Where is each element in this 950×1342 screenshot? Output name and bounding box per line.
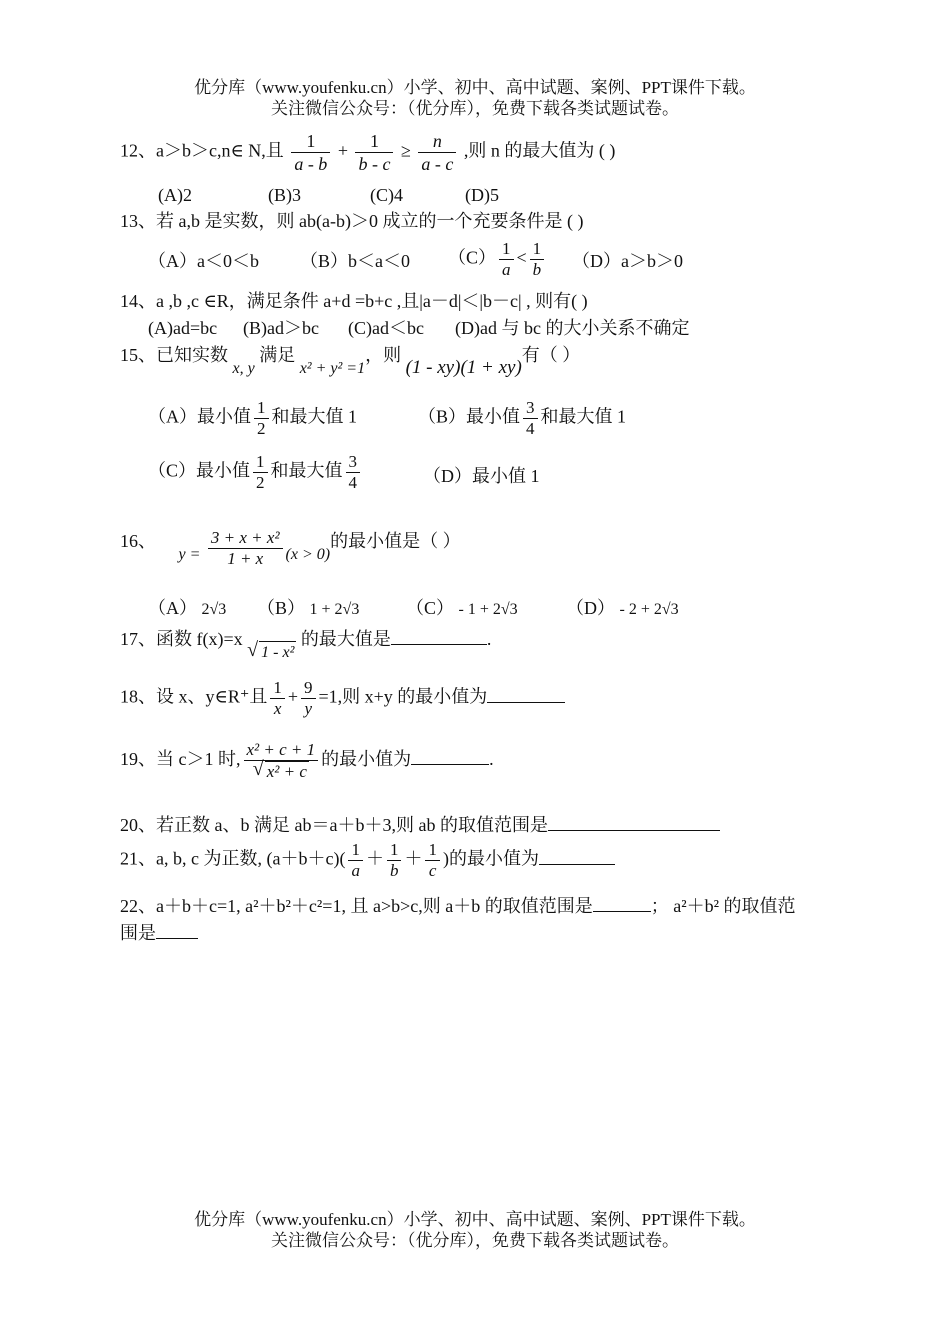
question-17: 17、函数 f(x)=x √ 1 - x² 的最大值是 . (120, 626, 491, 652)
question-21: 21、a, b, c 为正数, (a＋b＋c)( $\frac{1}{a}$ ＋ $\frac{1}{b}$ ＋ $\frac{1}{c}$ )的最小值为 (120, 840, 615, 881)
q15-option-c: （C）最小值 $\frac{1}{2}$ 和最大值 $\frac{3}{4}$ (148, 452, 363, 493)
q19-answer-blank[interactable] (411, 746, 489, 765)
q16-option-d: （D） - 2 + 2√3 (566, 598, 679, 618)
q15-option-d: （D）最小值 1 (423, 466, 540, 486)
q15-prefix: 15、已知实数 (120, 345, 228, 365)
q16-option-a: （A） 2√3 (148, 598, 227, 618)
q15-suffix: 有（ ） (521, 345, 581, 365)
q21-prefix: 21、a, b, c 为正数, (a＋b＋c)( (120, 848, 346, 869)
footer-line-1: 优分库（www.youfenku.cn）小学、初中、高中试题、案例、PPT课件下载。 (194, 1210, 756, 1229)
q15-option-b: （B）最小值 $\frac{3}{4}$ 和最大值 1 (418, 398, 627, 438)
q12-fraction-2: $\frac{1}{b - c}$ (355, 130, 393, 175)
question-22: 22、a＋b＋c=1, a²＋b²＋c²=1, 且 a>b>c,则 a＋b 的取值范围是 ； a²＋b² 的取值范 (120, 893, 796, 917)
q12-option-c: (C)4 (370, 185, 403, 205)
q13-option-c-fraction-2: $\frac{1}{b}$ (530, 239, 545, 280)
q20-answer-blank[interactable] (548, 812, 720, 831)
q14-option-a: (A)ad=bc (148, 318, 218, 338)
q18-suffix: =1,则 x+y 的最小值为 (318, 686, 488, 707)
q17-suffix: 的最大值是 (300, 629, 391, 649)
q12-option-d: (D)5 (465, 185, 499, 205)
q13-option-d: （D）a＞b＞0 (572, 251, 683, 271)
q12-option-a: (A)2 (158, 185, 192, 205)
q13-option-c-lt: < (516, 247, 527, 268)
q13-option-b: （B）b＜a＜0 (300, 251, 410, 271)
question-22-line-2: 围是 (120, 920, 198, 944)
q16-suffix: 的最小值是（ ） (330, 531, 461, 551)
footer-line-2: 关注微信公众号：（优分库），免费下载各类试题试卷。 (271, 1231, 679, 1250)
q15-vars: x, y (232, 360, 255, 377)
question-18: 18、设 x、y∈R⁺且 $\frac{1}{x}$ + $\frac{9}{y}$ =1,则 x+y 的最小值为 (120, 678, 565, 719)
q15-option-a: （A）最小值 $\frac{1}{2}$ 和最大值 1 (148, 398, 357, 438)
question-20: 20、若正数 a、b 满足 ab＝a＋b＋3,则 ab 的取值范围是 (120, 812, 720, 836)
q13-option-c-label: （C） (448, 247, 497, 268)
q14-option-d: (D)ad 与 bc 的大小关系不确定 (455, 318, 690, 338)
q16-prefix: 16、 (120, 531, 156, 551)
q18-prefix: 18、设 x、y∈R⁺且 (120, 686, 268, 707)
question-12 (120, 130, 615, 175)
q19-fraction: x² + c + 1 √ x² + c (244, 740, 319, 782)
q12-geq: ≥ (400, 140, 411, 161)
q19-prefix: 19、当 c＞1 时, (120, 749, 241, 770)
q17-answer-blank[interactable] (391, 626, 487, 645)
q12-fraction-3: $\frac{n}{a - c}$ (418, 130, 456, 175)
header-line-1: 优分库（www.youfenku.cn）小学、初中、高中试题、案例、PPT课件下载。 (194, 78, 756, 97)
q13-option-c (448, 239, 547, 280)
q12-fraction-1: $\frac{1}{a - b}$ (291, 130, 330, 175)
q13-option-a: （A）a＜0＜b (148, 251, 259, 271)
q18-answer-blank[interactable] (487, 684, 565, 703)
q14-option-c: (C)ad＜bc (348, 318, 424, 338)
q22-answer-blank-1[interactable] (593, 893, 651, 912)
q19-suffix: 的最小值为 (321, 749, 412, 770)
q12-suffix: ,则 n 的最大值为 ( ) (463, 140, 616, 161)
q15-comma: ，则 (365, 345, 402, 365)
question-15 (120, 344, 581, 378)
question-19: 19、当 c＞1 时, x² + c + 1 √ x² + c 的最小值为 . (120, 740, 494, 781)
q14-option-b: (B)ad＞bc (243, 318, 319, 338)
q16-option-b: （B） 1 + 2√3 (257, 598, 360, 618)
q16-fraction: $\frac{\text{3 + x + x²}}{1 + x}$ (208, 528, 283, 569)
q17-prefix: 17、函数 f(x)=x (120, 629, 243, 649)
q16-condition: (x > 0) (285, 546, 331, 563)
q15-expression: (1 - xy)(1 + xy) (405, 357, 522, 378)
q17-sqrt: √ 1 - x² (247, 641, 296, 664)
q12-plus: + (337, 140, 348, 161)
q22-answer-blank-2[interactable] (156, 920, 198, 939)
q13-option-c-fraction-1: $\frac{1}{a}$ (499, 239, 514, 280)
question-16 (120, 530, 461, 569)
q16-option-c: （C） - 1 + 2√3 (406, 598, 518, 618)
q12-prefix: 12、a＞b＞c,n∈ N,且 (120, 140, 284, 161)
q21-answer-blank[interactable] (539, 846, 615, 865)
question-14: 14、a ,b ,c ∈R，满足条件 a+d =b+c ,且|a－d|＜|b－c| , 则有( ) (120, 291, 588, 311)
q15-mid: 满足 (259, 345, 296, 365)
q15-condition: x² + y² =1 (299, 360, 366, 377)
question-13: 13、若 a,b 是实数，则 ab(a-b)＞0 成立的一个充要条件是 ( ) (120, 211, 584, 231)
q21-suffix: )的最小值为 (442, 848, 539, 869)
header-line-2: 关注微信公众号：（优分库），免费下载各类试题试卷。 (271, 99, 679, 118)
q12-option-b: (B)3 (268, 185, 301, 205)
q16-lhs: y = (178, 546, 201, 563)
